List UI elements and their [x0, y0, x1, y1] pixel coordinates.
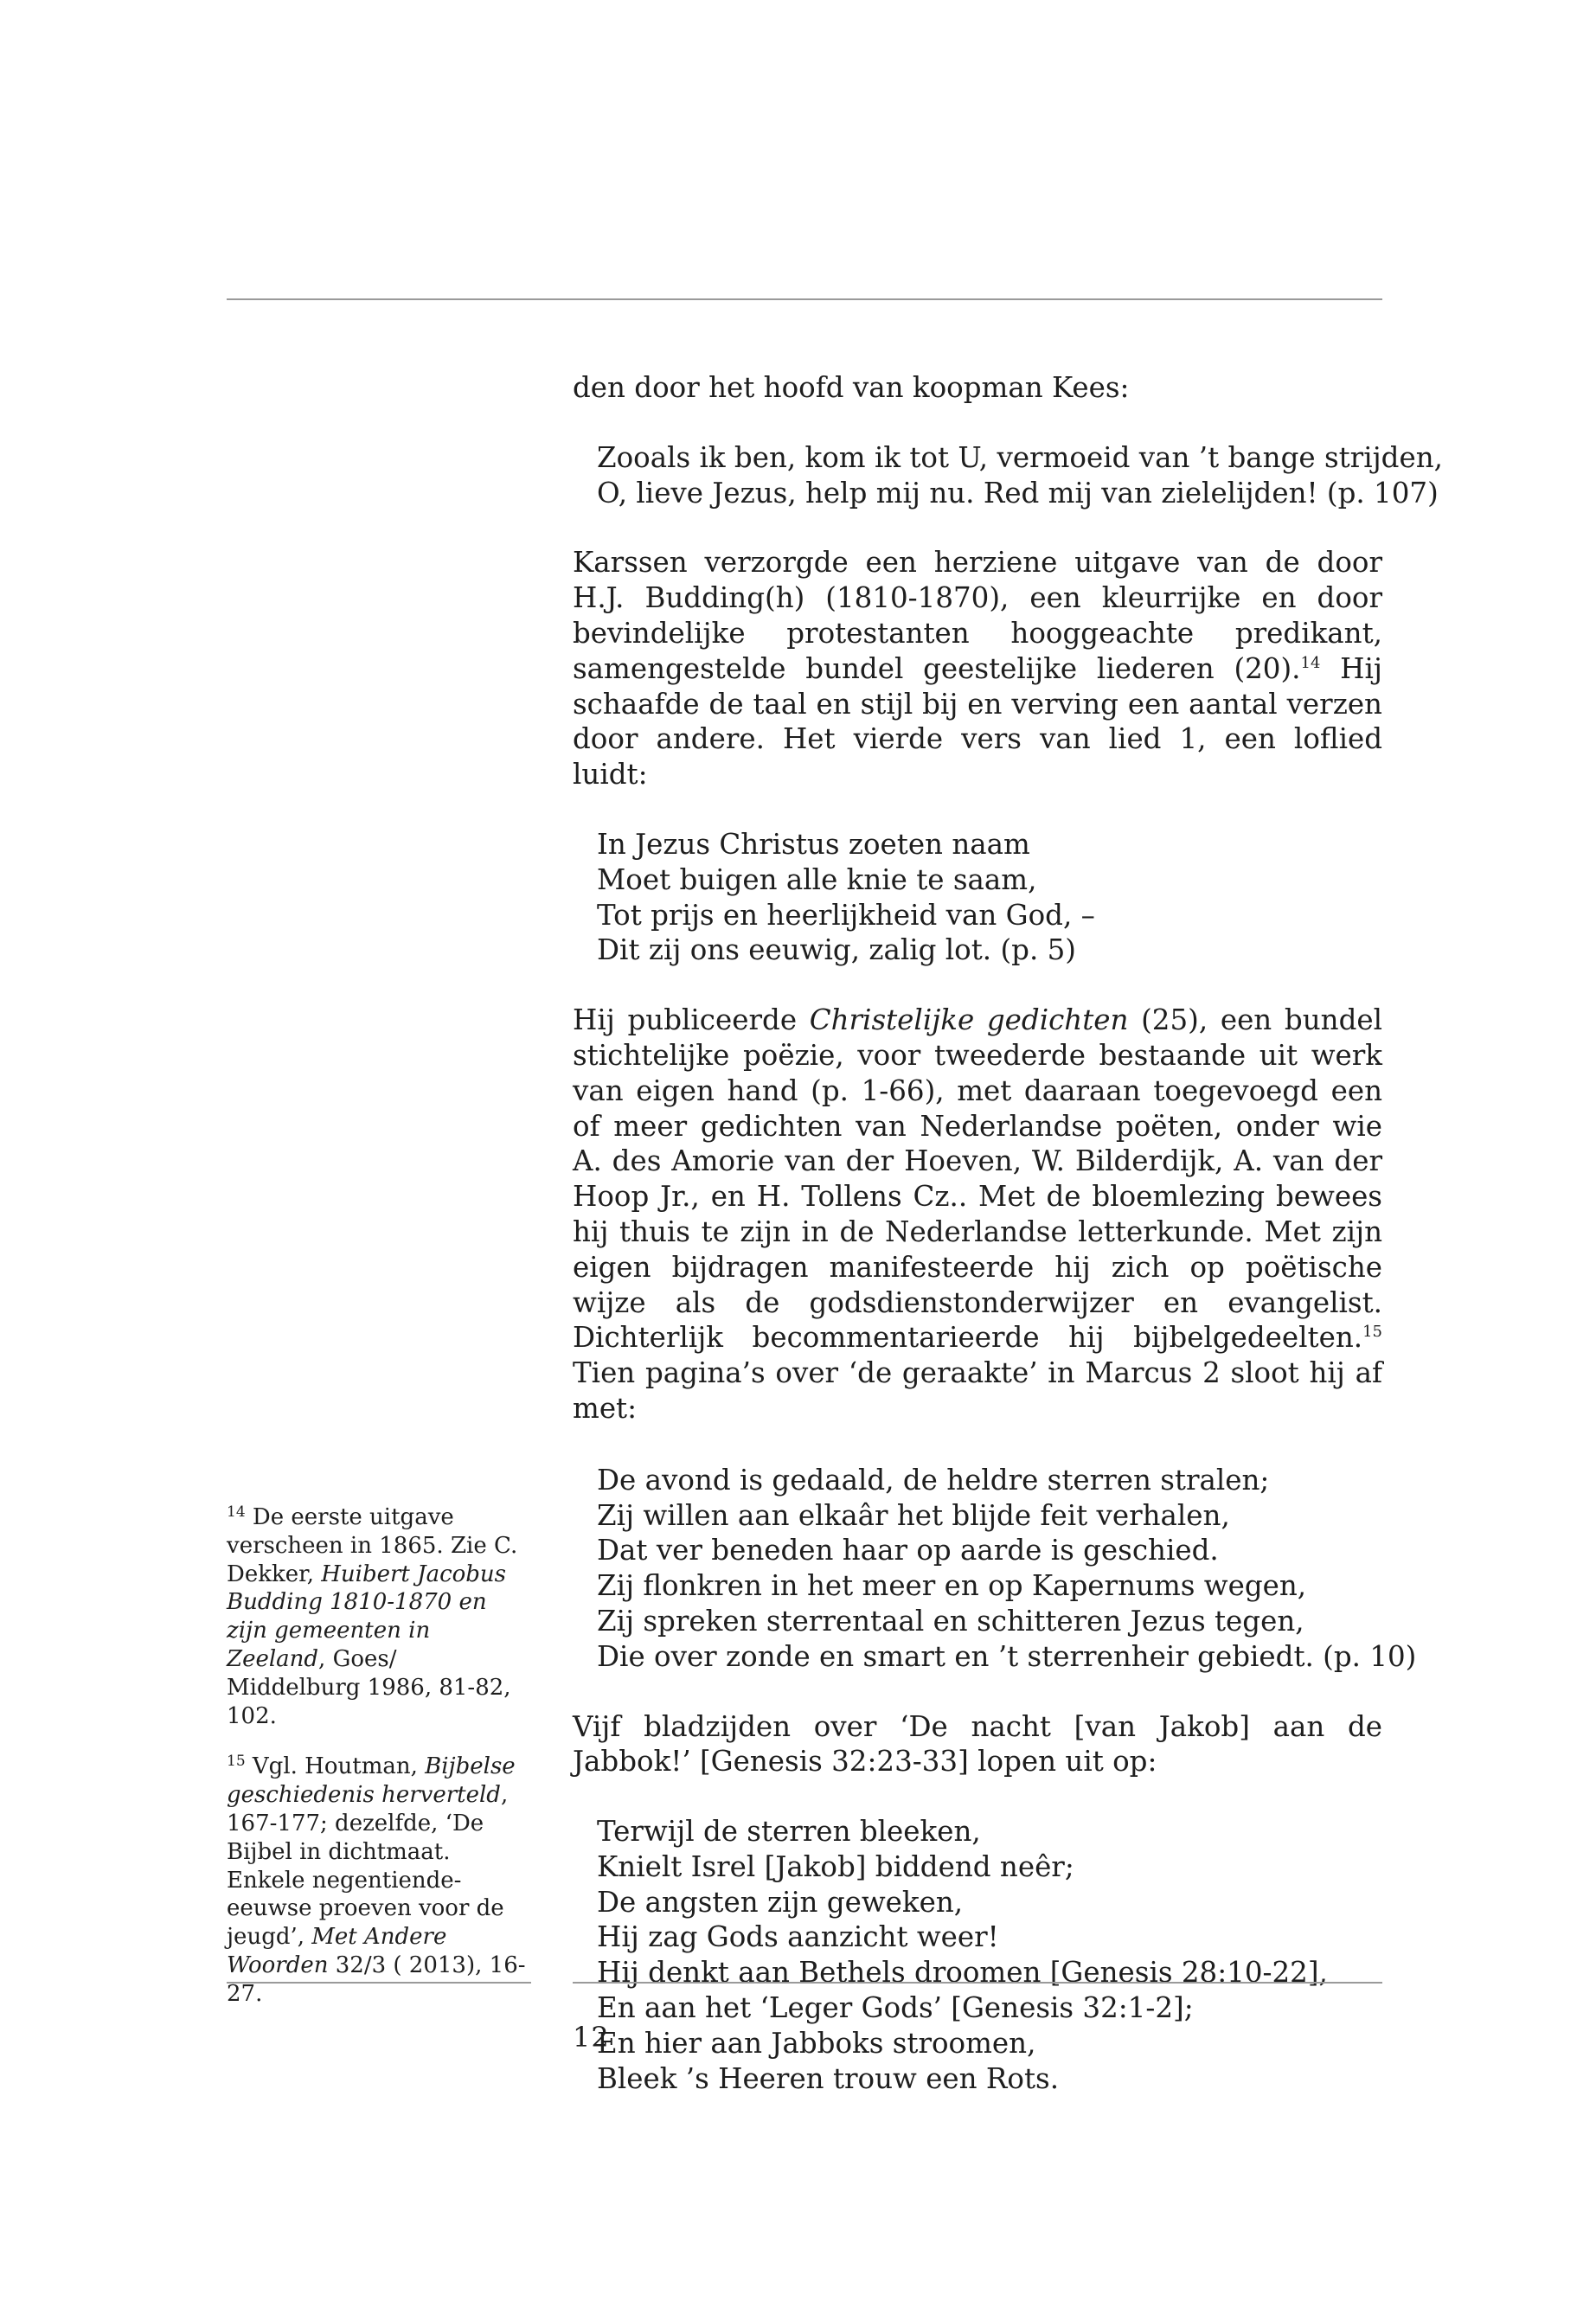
paragraph-text: Hij publiceerde [573, 1003, 810, 1037]
footnote-text: , Goes/ Middelburg 1986, 81-82, 102. [227, 1645, 511, 1729]
paragraph-text: Hij schaafde de taal en stijl bij en verving een aantal verzen door andere. Het vierde vers van lied 1, een loflied luidt: [573, 651, 1382, 792]
verse-line: En hier aan Jabboks stroomen, [597, 2026, 1036, 2060]
verse-line: Zij spreken sterrentaal en schitteren Jezus tegen, [597, 1604, 1304, 1638]
verse-quote-2 [573, 827, 1382, 968]
footnote-number: 14 [227, 1503, 246, 1521]
footnote-ref-14: 14 [1300, 653, 1321, 672]
verse-line: In Jezus Christus zoeten naam [597, 827, 1030, 861]
footnote-bottom-rule [227, 1982, 531, 1984]
header-rule [227, 298, 1382, 300]
footnote-journal-title: Met Andere Woorden [227, 1924, 447, 1978]
book-title: Christelijke gedichten [809, 1003, 1129, 1037]
paragraph-budding [573, 545, 1382, 792]
verse-line: Terwijl de sterren bleeken, [597, 1815, 981, 1849]
paragraph-text: Tien pagina’s over ‘de geraakte’ in Marcus 2 sloot hij af met: [573, 1356, 1382, 1425]
footnote-14 [227, 1503, 531, 1730]
paragraph-christelijke-gedichten [573, 1003, 1382, 1426]
verse-line: Moet buigen alle knie te saam, [597, 862, 1037, 896]
footnote-15 [227, 1753, 531, 2008]
verse-line: Zij willen aan elkaâr het blijde feit verhalen, [597, 1498, 1230, 1532]
footnote-book-title: Huibert Jacobus Budding 1810-1870 en zijn gemeenten in Zeeland [227, 1561, 507, 1672]
verse-line: Dat ver beneden haar op aarde is geschied. [597, 1534, 1219, 1567]
footnote-text: Vgl. Houtman, [245, 1753, 426, 1780]
footnote-number: 15 [227, 1753, 246, 1771]
verse-line: En aan het ‘Leger Gods’ [Genesis 32:1-2]; [597, 1991, 1194, 2025]
footnote-text: De eerste uitgave verscheen in 1865. Zie C. Dekker, [227, 1504, 518, 1587]
verse-quote-1 [573, 440, 1443, 511]
intro-line: den door het hoofd van koopman Kees: [573, 371, 1130, 404]
verse-line: O, lieve Jezus, help mij nu. Red mij van zielelijden! (p. 107) [597, 476, 1439, 510]
verse-quote-3 [573, 1463, 1417, 1675]
verse-line: Hij zag Gods aanzicht weer! [597, 1920, 999, 1954]
footnote-book-title: Bijbelse geschiedenis herverteld [227, 1753, 516, 1809]
paragraph-text: Karssen verzorgde een herziene uitgave van de door H.J. Budding(h) (1810-1870), een kleurrijke en door bevindelijke protestanten hooggeachte predikant, samengestelde bundel geestelijke liederen (20). [573, 546, 1382, 685]
verse-line: Zooals ik ben, kom ik tot U, vermoeid van ’t bange strijden, [597, 440, 1443, 474]
verse-line: Zij flonkren in het meer en op Kapernums wegen, [597, 1569, 1307, 1603]
verse-line: De avond is gedaald, de heldre sterren stralen; [597, 1463, 1270, 1497]
footnotes-column [227, 1503, 531, 2009]
verse-quote-4 [573, 1814, 1382, 2096]
paragraph-text: (25), een bundel stichtelijke poëzie, voor tweederde bestaande uit werk van eigen hand (p. 1-66), met daaraan toegevoegd een of meer gedichten van Nederlandse poëten, onder wie A. des Amorie van der Hoeven, W. Bilderdijk, A. van der Hoop Jr., en H. Tollens Cz.. Met de bloemlezing bewees hij thuis te zijn in de Nederlandse letterkunde. Met zijn eigen bijdragen manifesteerde hij zich op poëtische wijze als de godsdienstonderwijzer en evangelist. Dichterlijk becommentarieerde hij bijbelgedeelten. [573, 1003, 1382, 1355]
verse-line: Tot prijs en heerlijkheid van God, – [597, 898, 1095, 932]
page-number: 12 [573, 2021, 610, 2054]
verse-line: Dit zij ons eeuwig, zalig lot. (p. 5) [597, 933, 1076, 967]
footnote-ref-15: 15 [1362, 1323, 1382, 1342]
verse-line: Hij denkt aan Bethels droomen [Genesis 28:10-22], [597, 1956, 1328, 1990]
paragraph-jabbok: Vijf bladzijden over ‘De nacht [van Jakob] aan de Jabbok!’ [Genesis 32:23-33] lopen uit op: [573, 1709, 1382, 1779]
verse-line: Die over zonde en smart en ’t sterrenheir gebiedt. (p. 10) [597, 1639, 1417, 1673]
verse-line: Knielt Isrel [Jakob] biddend neêr; [597, 1849, 1074, 1883]
verse-line: De angsten zijn geweken, [597, 1885, 964, 1919]
footnote-text: , 167-177; dezelfde, ‘De Bijbel in dichtmaat. Enkele negentiende-eeuwse proeven voor de jeugd’, [227, 1782, 509, 1951]
main-bottom-rule [573, 1982, 1382, 1984]
main-text-column [573, 370, 1443, 2096]
verse-line: Bleek ’s Heeren trouw een Rots. [597, 2061, 1060, 2095]
footnote-text: 32/3 ( 2013), 16-27. [227, 1952, 526, 2007]
